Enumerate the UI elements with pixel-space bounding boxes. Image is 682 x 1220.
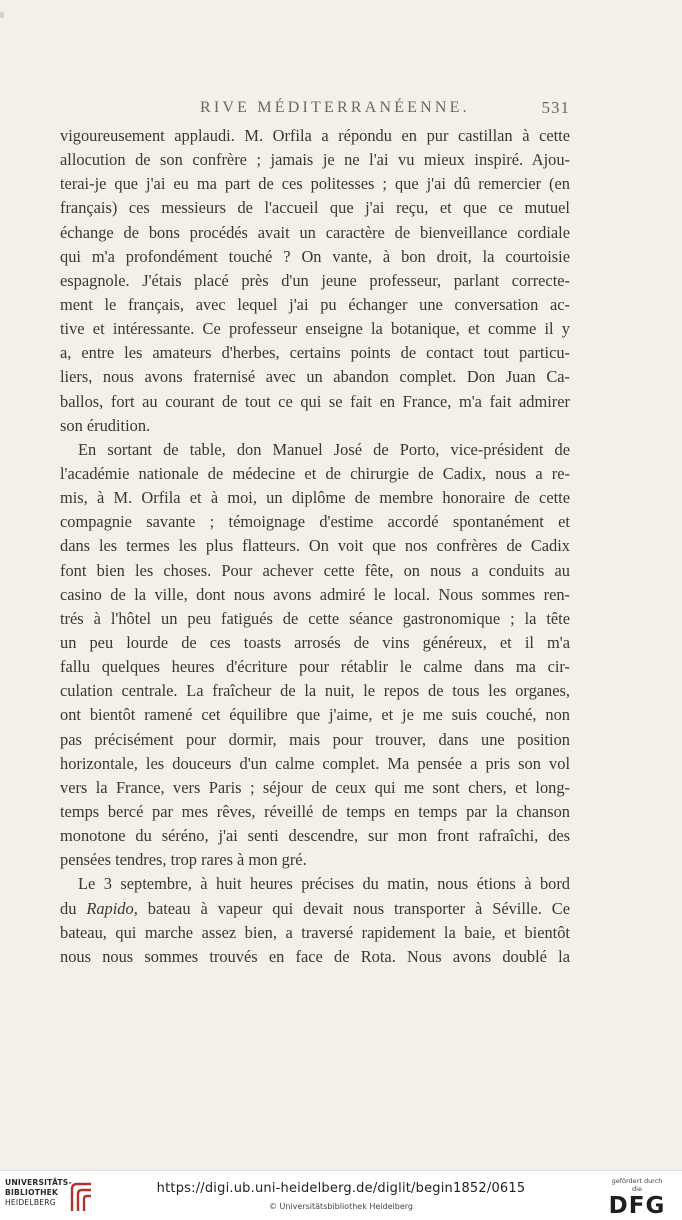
dfg-logo[interactable] <box>606 1177 668 1219</box>
page-number: 531 <box>541 98 570 117</box>
text-line: pas précisément pour dormir, mais pour trouver, dans une position <box>60 729 570 749</box>
line-prefix: du <box>60 898 87 918</box>
text-line: ment le français, avec lequel j'ai pu échanger une conversation ac- <box>60 294 570 314</box>
dfg-wordmark: DFG <box>608 1193 666 1219</box>
text-line: casino de la ville, dont nous avons admiré le local. Nous sommes ren- <box>60 584 570 604</box>
text-line: dans les termes les plus flatteurs. On voit que nos confrères de Cadix <box>60 536 570 556</box>
text-line: tive et intéressante. Ce professeur enseigne la botanique, et comme il y <box>60 319 570 339</box>
text-line: qui m'a profondément touché ? On vante, à bon droit, la courtoisie <box>60 246 570 266</box>
text-line: français) ces messieurs de l'accueil que j'ai reçu, et que ce mutuel <box>60 198 570 218</box>
text-line: mis, à M. Orfila et à moi, un diplôme de membre honoraire de cette <box>60 488 570 508</box>
text-line: vigoureusement applaudi. M. Orfila a répondu en pur castillan à cette <box>60 126 570 145</box>
dfg-caption: gefördert durch die <box>611 1177 663 1193</box>
text-line: ballos, fort au courant de tout ce qui se fait en France, m'a fait admirer <box>60 391 570 411</box>
text-line: Le 3 septembre, à huit heures précises du matin, nous étions à bord <box>78 874 570 894</box>
text-line: horizontale, les douceurs d'un calme complet. Ma pensée a pris son vol <box>60 753 570 773</box>
text-line: liers, nous avons fraternisé avec un abandon complet. Don Juan Ca- <box>60 367 570 387</box>
text-line: bateau, qui marche assez bien, a traversé rapidement la baie, et bientôt <box>60 922 570 942</box>
text-line: nous nous sommes trouvés en face de Rota. Nous avons doublé la <box>60 946 570 966</box>
copyright-notice: © Universitätsbibliothek Heidelberg <box>268 1202 413 1211</box>
text-line: l'académie nationale de médecine et de chirurgie de Cadix, nous a re- <box>60 463 570 483</box>
text-line: temps bercé par mes rêves, réveillé de temps en temps par la chanson <box>60 801 570 821</box>
text-line: pensées tendres, trop rares à mon gré. <box>60 850 307 870</box>
library-name-line-2: BIBLIOTHEK <box>5 1188 59 1197</box>
body-text <box>60 124 570 969</box>
running-title: RIVE MÉDITERRANÉENNE. <box>200 99 470 116</box>
text-line: compagnie savante ; témoignage d'estime accordé spontanément et <box>60 512 570 532</box>
library-name-line-1: UNIVERSITÄTS- <box>5 1178 72 1187</box>
text-line: monotone du séréno, j'ai senti descendre, sur mon front rafraîchi, des <box>60 826 570 846</box>
text-line: fallu quelques heures d'écriture pour rétablir le calme dans ma cir- <box>60 657 570 677</box>
text-line: son érudition. <box>60 415 151 435</box>
scan-mark <box>0 12 4 18</box>
ship-name: Rapido, <box>86 898 138 918</box>
permalink-url[interactable]: https://digi.ub.uni-heidelberg.de/diglit/begin1852/0615 <box>156 1181 526 1196</box>
text-line: échange de bons procédés avait un caractère de bienveillance cordiale <box>60 222 570 242</box>
library-name-line-3: HEIDELBERG <box>5 1198 56 1207</box>
text-line: allocution de son confrère ; jamais je ne l'ai vu mieux inspiré. Ajou- <box>60 150 570 170</box>
text-line: trés à l'hôtel un peu fatigués de cette séance gastronomique ; la tête <box>60 608 570 628</box>
line-rest: bateau à vapeur qui devait nous transporter à Séville. Ce <box>147 898 570 918</box>
running-head <box>60 99 570 123</box>
text-line: vers la France, vers Paris ; séjour de ceux qui me sont chers, et long- <box>60 777 570 797</box>
text-line: culation centrale. La fraîcheur de la nuit, le repos de tous les organes, <box>60 681 570 701</box>
text-line: espagnole. J'étais placé près d'un jeune professeur, parlant correcte- <box>60 270 570 290</box>
text-line: a, entre les amateurs d'herbes, certains points de contact tout particu- <box>60 343 570 363</box>
viewer-footer <box>0 1170 682 1220</box>
text-line: terai-je que j'ai eu ma part de ces politesses ; que j'ai dû remercier (en <box>60 174 570 194</box>
text-line-with-ship-name <box>60 897 570 921</box>
text-line: font bien les choses. Pour achever cette fête, on nous a conduits au <box>60 560 570 580</box>
text-line: ont bientôt ramené cet équilibre que j'aime, et je me suis couché, non <box>60 705 570 725</box>
text-line: En sortant de table, don Manuel José de Porto, vice-président de <box>78 439 570 459</box>
text-line: un peu lourde de ces toasts arrosés de vins généreux, et il m'a <box>60 632 570 652</box>
